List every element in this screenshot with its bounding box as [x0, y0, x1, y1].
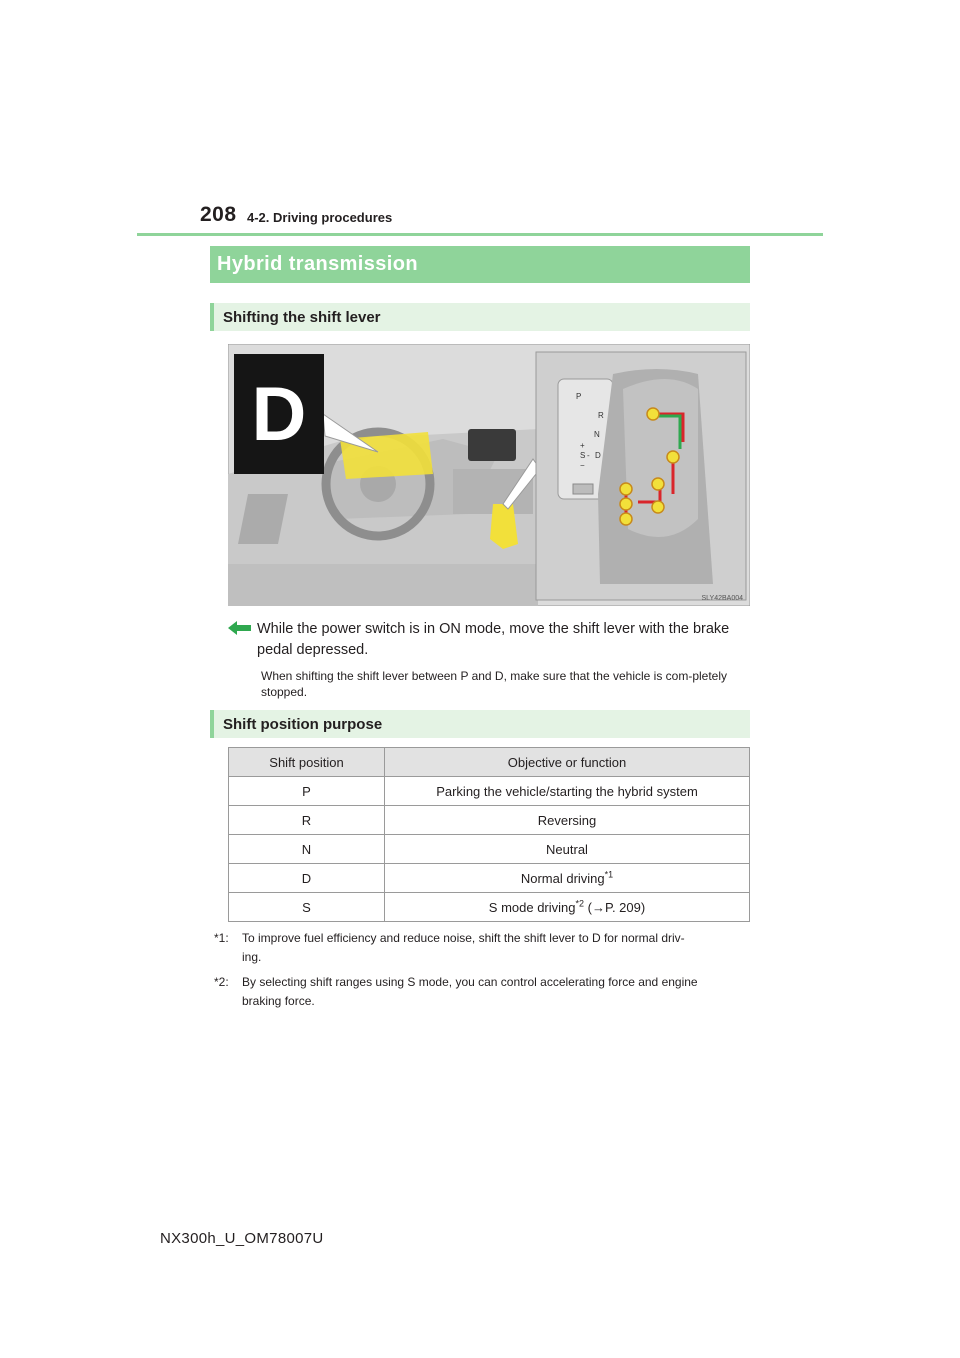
function-text: Parking the vehicle/starting the hybrid system: [436, 783, 698, 799]
function-cell: [385, 835, 750, 864]
gate-label-minus: −: [580, 461, 585, 470]
shift-position-cell: P: [229, 777, 385, 806]
shift-lever-illustration: [228, 344, 750, 606]
shift-position-cell: R: [229, 806, 385, 835]
footnote-text-continued: braking force.: [242, 994, 315, 1008]
instruction-text: While the power switch is in ON mode, move the shift lever with the brake pedal depressed.: [257, 621, 730, 658]
gate-label-r: R: [598, 411, 604, 420]
image-code: SLY42BA004: [701, 595, 743, 602]
column-header-shift-position: Shift position: [229, 748, 385, 777]
function-cell: [385, 777, 750, 806]
column-header-objective: Objective or function: [385, 748, 750, 777]
footnote-1: [214, 929, 748, 967]
function-text: Normal driving: [520, 870, 605, 886]
footnote-mark: *2:: [214, 975, 229, 989]
display-letter: D: [251, 372, 307, 457]
gate-label-s: S: [580, 451, 586, 460]
manual-code-footer: NX300h_U_OM78007U: [160, 1230, 324, 1247]
function-text: S mode driving: [488, 899, 576, 915]
shift-gate-inset: [536, 352, 746, 600]
table-header-row: [229, 748, 750, 777]
section-title: Hybrid transmission: [217, 253, 418, 275]
note-text: When shifting the shift lever between P and D, make sure that the vehicle is com-pletely stopped.: [261, 669, 728, 699]
function-cell: [385, 806, 750, 835]
footnote-text-continued: ing.: [242, 950, 262, 964]
footnote-ref: *1: [604, 869, 614, 880]
subsection-heading-purpose: Shift position purpose: [210, 710, 750, 738]
section-title-bar: [210, 246, 750, 283]
footnote-ref: *2: [575, 898, 585, 909]
shift-position-table: [228, 747, 750, 922]
shift-position-cell: N: [229, 835, 385, 864]
footnote-2: [214, 973, 748, 1011]
function-cell: [385, 864, 750, 893]
subsection-heading-shifting: Shifting the shift lever: [210, 303, 750, 331]
shift-position-cell: D: [229, 864, 385, 893]
table-row: [229, 893, 750, 922]
function-text: Reversing: [537, 812, 597, 828]
function-text: Neutral: [546, 841, 588, 857]
left-arrow-icon: [228, 620, 252, 636]
gate-label-n: N: [594, 430, 600, 439]
page-reference: (→P. 209): [584, 899, 646, 915]
table-row: [229, 864, 750, 893]
function-cell: [385, 893, 750, 922]
page-number: 208: [200, 203, 237, 226]
gate-label-d: D: [595, 451, 601, 460]
shift-position-cell: S: [229, 893, 385, 922]
header-rule: [137, 233, 823, 236]
gate-label-p: P: [576, 392, 582, 401]
table-row: [229, 835, 750, 864]
footnote-text: To improve fuel efficiency and reduce noise, shift the shift lever to D for normal driv-: [242, 931, 685, 945]
gate-label-plus: +: [580, 441, 585, 450]
footnote-mark: *1:: [214, 931, 229, 945]
table-row: [229, 806, 750, 835]
gate-label-dash: -: [587, 451, 590, 460]
footnote-text: By selecting shift ranges using S mode, you can control accelerating force and engine: [242, 975, 698, 989]
chapter-section-label: 4-2. Driving procedures: [247, 210, 393, 225]
table-row: [229, 777, 750, 806]
